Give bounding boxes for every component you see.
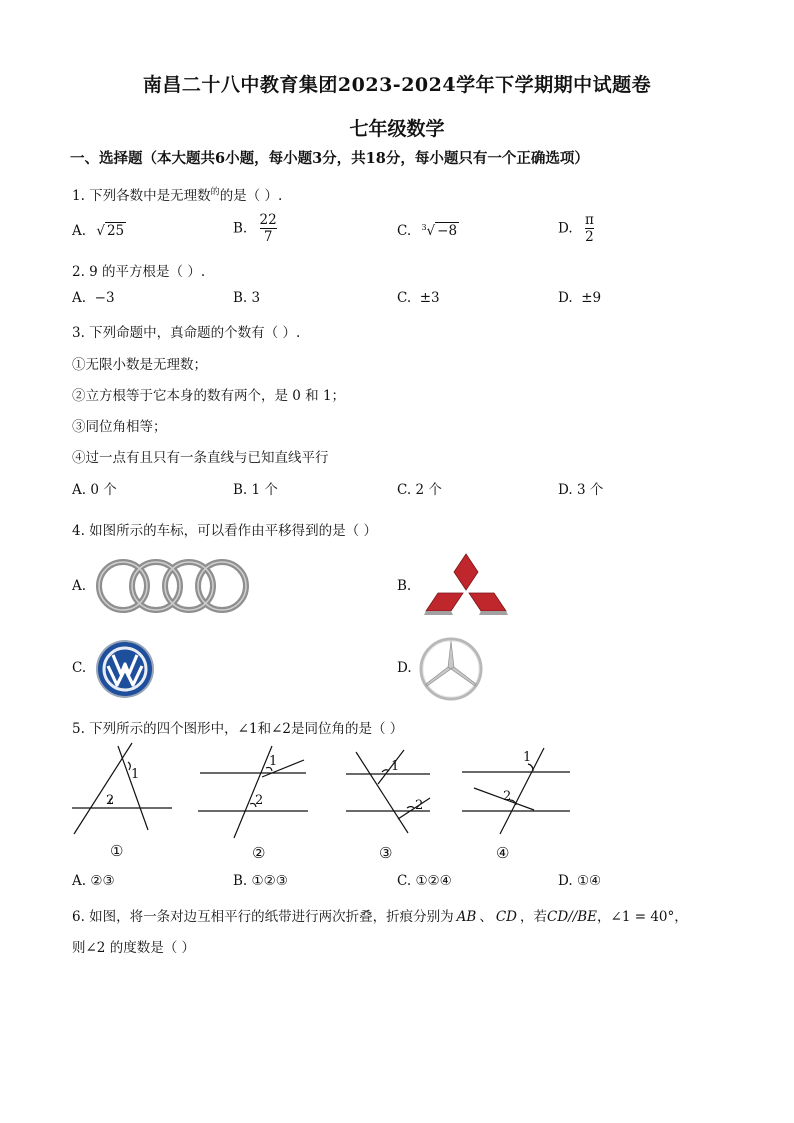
question-1-stem [72,184,282,204]
numerator: π [584,212,594,228]
option-text: ①②③ [251,873,288,889]
q6-condition: ，∠1 = 40°， [597,909,688,925]
question-2-stem: 2. 9 的平方根是（ ）. [72,264,206,280]
q1-option-b[interactable] [233,212,277,245]
option-text: ±9 [581,290,602,306]
q6-fold-cd: CD [495,909,517,925]
option-letter: D. [558,873,573,889]
exam-subtitle: 七年级数学 [349,118,445,140]
question-5-stem: 5. 下列所示的四个图形中，∠1和∠2是同位角的是（ ） [72,721,404,737]
question-3-stem: 3. 下列命题中，真命题的个数有（ ）. [72,325,301,341]
q3-option-d[interactable] [558,478,603,498]
radicand: 25 [106,223,125,239]
option-letter: D. [558,220,573,237]
q2-option-a[interactable] [72,290,115,306]
option-letter: C. [397,873,412,889]
option-letter: A. [72,482,87,498]
q1-option-c[interactable] [397,222,459,239]
sqrt-symbol: √ [96,223,105,239]
fraction [585,212,594,245]
option-text: 2 个 [415,482,442,498]
q5-option-c[interactable] [397,873,452,889]
question-6-line-1 [72,905,688,925]
q3-statement-1: ①无限小数是无理数； [72,357,207,373]
q6-sep: 、 [479,909,493,925]
q3-option-b[interactable] [233,478,278,498]
mitsubishi-logo[interactable] [420,553,512,617]
volkswagen-logo[interactable] [94,638,156,700]
option-text: ①④ [576,873,602,889]
numerator: 22 [259,212,277,228]
option-letter: B. [233,290,248,306]
q4-option-d-letter[interactable]: D. [397,660,412,676]
section-heading: 一、选择题（本大题共6小题，每小题3分，共18分，每小题只有一个正确选项） [70,150,589,167]
fraction [260,212,277,245]
option-text: 0 个 [90,482,117,498]
option-letter: C. [397,223,412,239]
option-text: ±3 [419,290,440,306]
option-text: ②③ [90,873,115,889]
sqrt-symbol: √ [426,223,436,239]
q4-option-a-letter[interactable]: A. [72,578,87,594]
q3-statement-4: ④过一点有且只有一条直线与已知直线平行 [72,450,329,466]
option-text: 3 个 [576,482,604,498]
q1-option-a[interactable] [72,222,126,239]
exam-title: 南昌二十八中教育集团2023-2024学年下学期期中试题卷 [142,74,652,96]
question-4-stem: 4. 如图所示的车标，可以看作由平移得到的是（ ） [72,523,377,539]
option-letter: C. [397,482,412,498]
q5-option-d[interactable] [558,873,601,889]
q5-option-a[interactable] [72,873,115,889]
question-6-line-2: 则∠2 的度数是（ ） [72,940,195,956]
q2-option-c[interactable] [397,290,440,306]
q3-statement-2: ②立方根等于它本身的数有两个，是 0 和 1； [72,388,346,404]
q6-parallel-relation: CD//BE [547,909,598,925]
option-text: −3 [94,290,115,306]
diamond-top [454,554,478,590]
fig2-angle-1: 1 [269,754,278,769]
q3-statement-3: ③同位角相等； [72,419,167,435]
option-letter: C. [397,290,412,306]
fig3-angle-1: 1 [391,759,400,774]
option-letter: D. [558,290,573,306]
option-text: 3 [251,290,261,306]
option-letter: A. [72,223,87,239]
q2-option-b[interactable] [233,290,260,306]
root-index: 3 [421,222,427,232]
q3-option-a[interactable] [72,478,117,498]
option-letter: D. [558,482,573,498]
q6-fold-ab: AB [456,909,477,925]
mercedes-logo[interactable] [418,636,484,702]
option-text: 1 个 [251,482,278,498]
q3-option-c[interactable] [397,478,442,498]
denominator: 7 [263,229,273,245]
q6-text-b: ，若 [520,909,547,925]
q5-option-b[interactable] [233,873,288,889]
question-1-stem-text: 1. 下列各数中是无理数 [72,188,211,204]
radicand: −8 [437,223,458,239]
figure-label-4: ④ [496,844,510,862]
option-text: ①②④ [415,873,452,889]
fig1-angle-2: 2 [106,793,115,808]
figure-label-2: ② [252,844,266,862]
fig2-angle-2: 2 [255,793,264,808]
option-letter: B. [233,873,248,889]
diamond-left [426,593,463,611]
q4-option-b-letter[interactable]: B. [397,578,412,594]
question-1-stem-tail: 的是（ ）. [219,188,283,204]
q4-option-c-letter[interactable]: C. [72,660,87,676]
fig4-angle-2: 2 [503,789,512,804]
figure-label-3: ③ [379,844,393,862]
q6-text-a: 6. 如图，将一条对边互相平行的纸带进行两次折叠，折痕分别为 [72,909,454,925]
denominator: 2 [585,229,594,245]
q1-option-d[interactable] [558,212,594,245]
option-letter: B. [233,482,248,498]
audi-rings-logo[interactable] [94,557,250,615]
q2-option-d[interactable] [558,290,601,306]
diamond-right [469,593,506,611]
fig3-angle-2: 2 [415,798,424,813]
question-1-mark: 的 [210,187,220,198]
option-letter: B. [233,220,248,237]
q5-figures [66,738,586,868]
fig1-angle-1: 1 [131,767,140,782]
option-letter: A. [72,873,87,889]
option-letter: A. [72,290,87,306]
figure-label-1: ① [110,842,124,860]
fig4-angle-1: 1 [523,750,532,765]
